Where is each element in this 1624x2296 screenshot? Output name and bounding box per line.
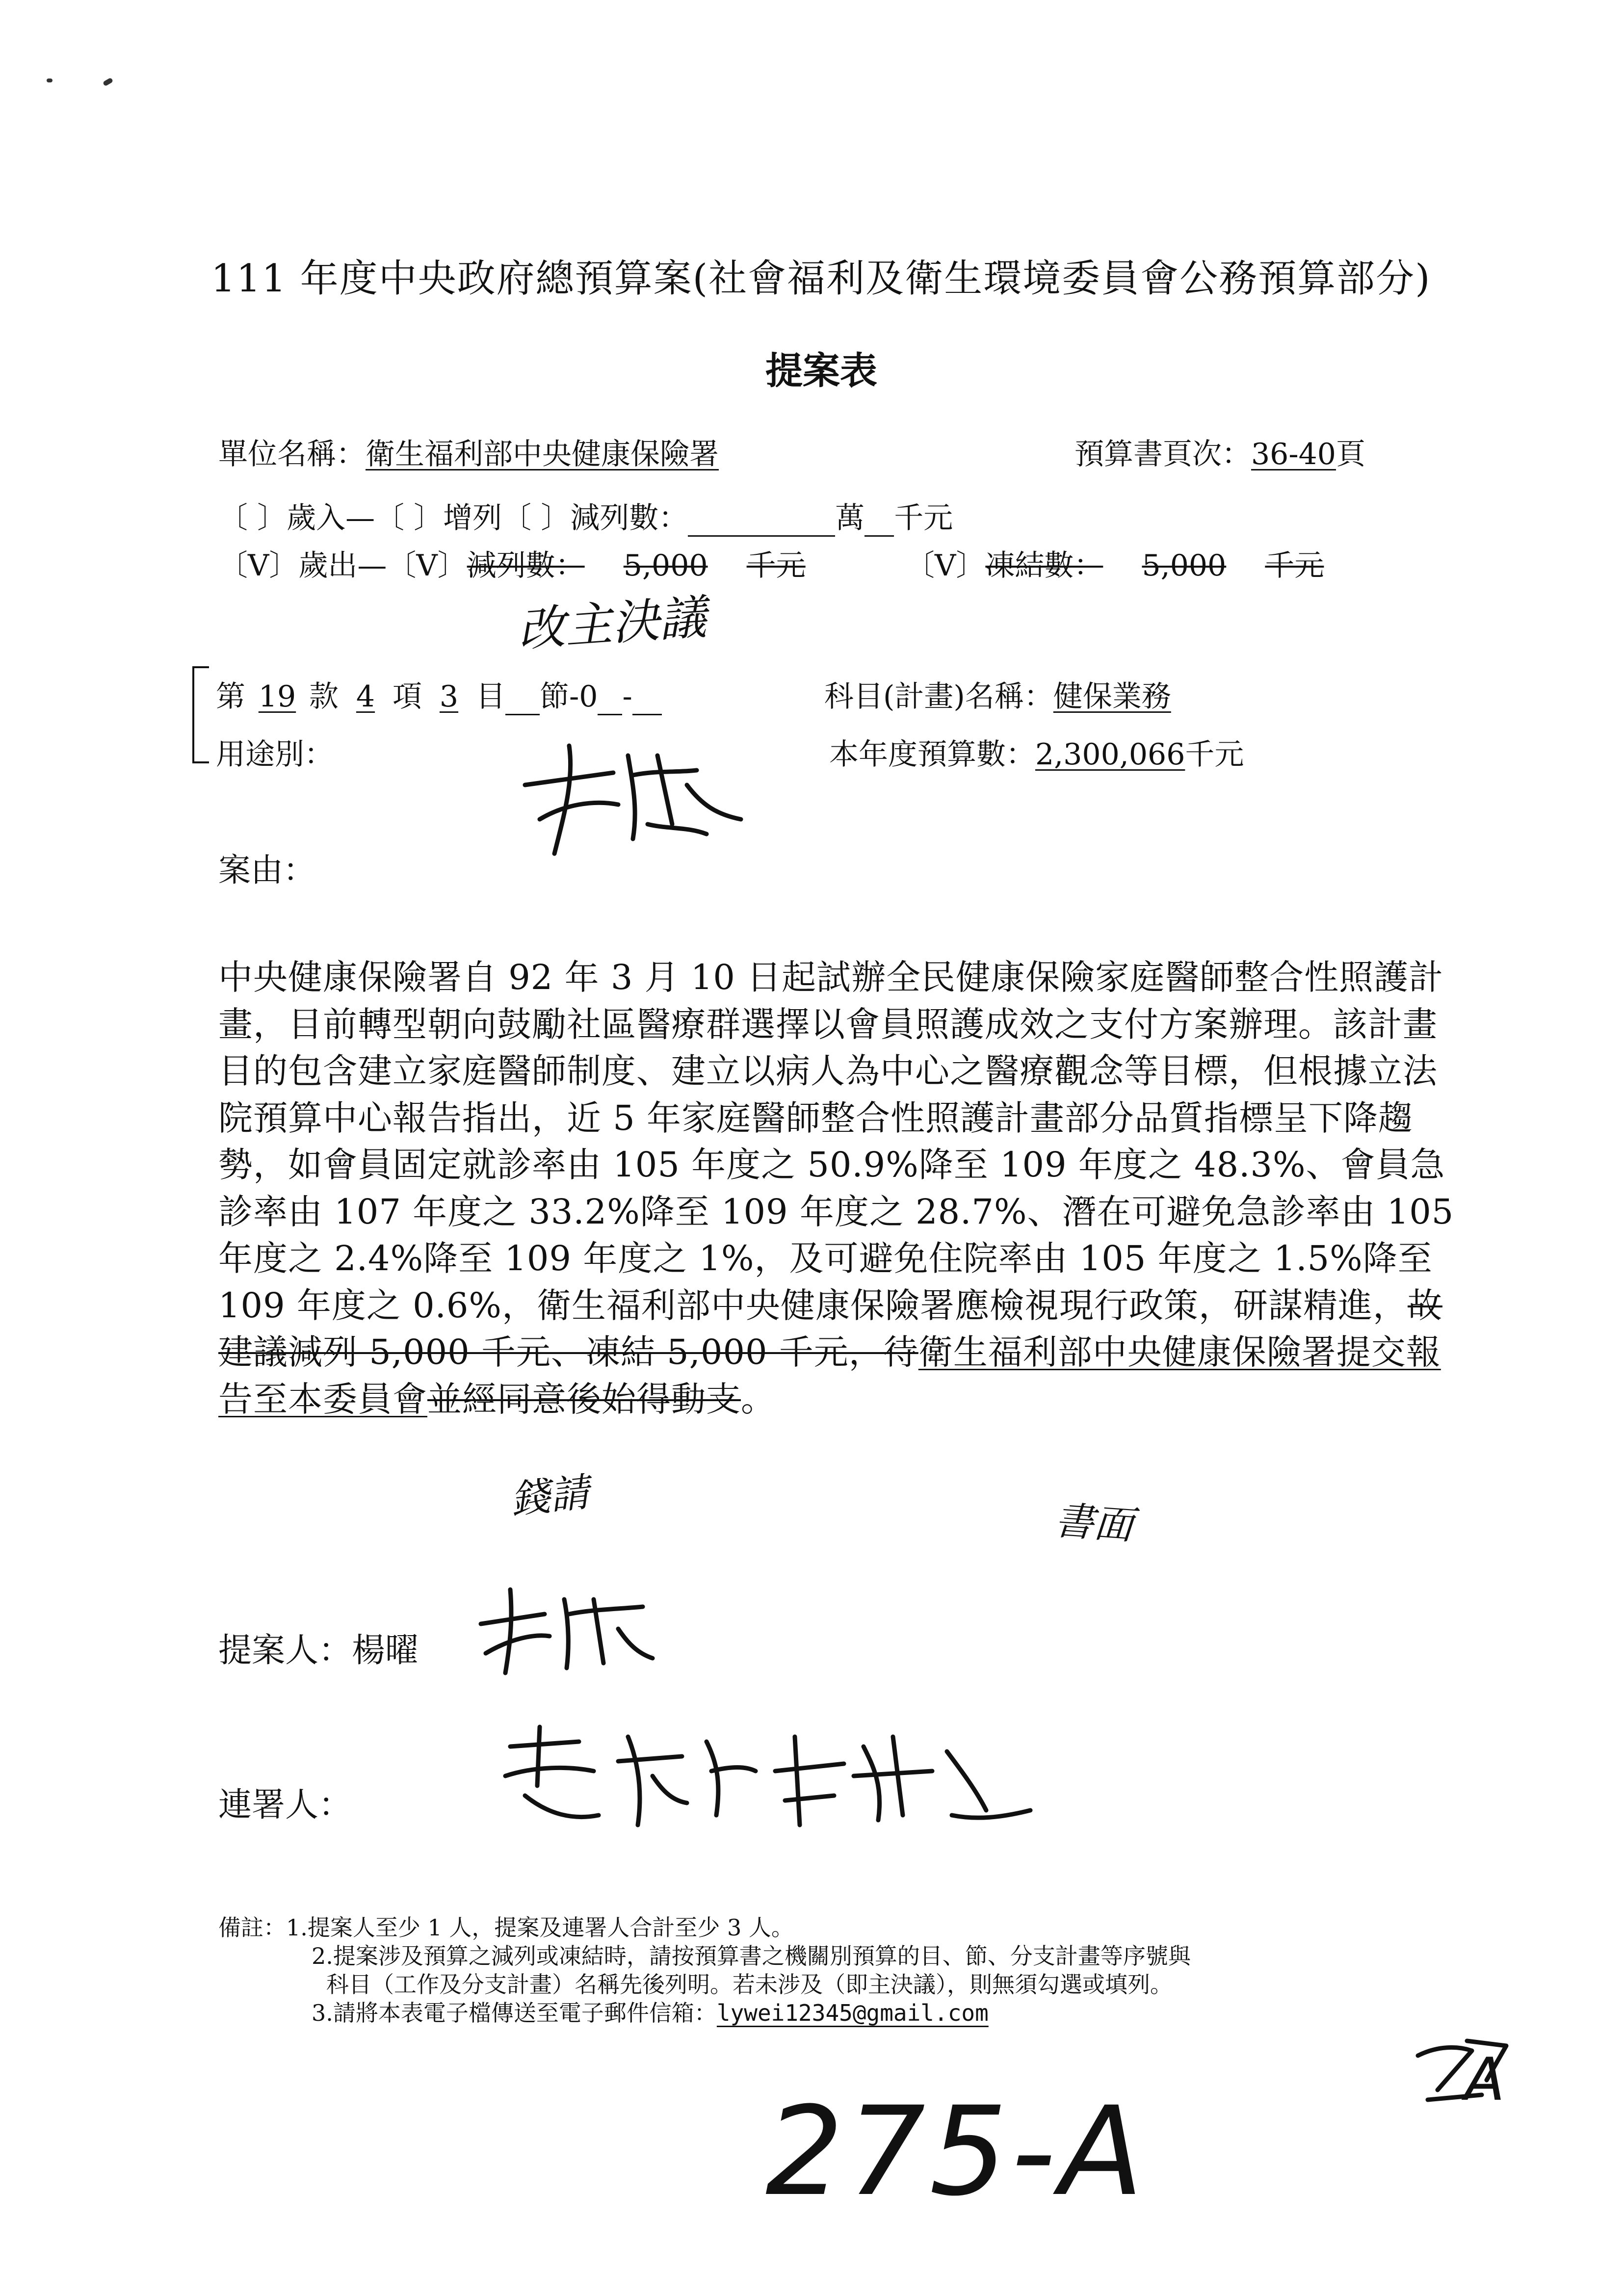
document-title: 111 年度中央政府總預算案(社會福利及衛生環境委員會公務預算部分) (211, 257, 1431, 301)
note-row-4 (218, 1999, 1191, 2027)
budget-unit: 千元 (1185, 737, 1244, 772)
document-subtitle: 提案表 (765, 349, 877, 392)
kuan-value: 19 (258, 679, 296, 714)
page-ref-label: 預算書頁次： (1074, 437, 1251, 471)
expense-line (218, 542, 806, 584)
reason-struck-text-1: 故建議減列 5,000 千元、凍結 5,000 千元，待 (218, 1285, 1442, 1372)
budget-line (829, 731, 1244, 773)
scan-speck-1 (47, 78, 52, 82)
revenue-amount-blank (688, 507, 835, 537)
subject-label: 科目(計畫)名稱： (824, 679, 1053, 714)
mu-value: 3 (439, 679, 459, 714)
jie-blank (505, 685, 540, 715)
xiang-label: 項 (393, 679, 422, 714)
kuan-prefix: 第 (216, 679, 245, 714)
item-dash: - (622, 679, 632, 714)
proposer-label: 提案人： (218, 1631, 352, 1670)
expense-cut-label: 減列數： (467, 548, 585, 583)
note-item-3: 科目（工作及分支計畫）名稱先後列明。若未涉及（即主決議），則無須勾選或填列。 (326, 1971, 1173, 1998)
item-bracket (192, 666, 209, 763)
corner-mark: A (1465, 2046, 1505, 2114)
reason-label: 案由： (218, 851, 315, 889)
unit-line (218, 431, 719, 473)
expense-cut-unit: 千元 (746, 548, 806, 583)
note-item-2: 2.提案涉及預算之減列或凍結時，請按預算書之機關別預算的目、節、分支計畫等序號與 (312, 1943, 1191, 1969)
page-ref-value: 36-40 (1251, 437, 1336, 471)
jie-label: 節-0 (540, 679, 598, 714)
freeze-line (905, 542, 1324, 584)
reason-end: 。 (741, 1379, 776, 1419)
freeze-label: 凍結數： (985, 548, 1103, 583)
revenue-qian: 千元 (894, 501, 953, 535)
revenue-text: 〔 〕歲入—〔 〕增列〔 〕減列數： (218, 501, 688, 535)
expense-cut-value: 5,000 (623, 548, 708, 583)
notes-section (218, 1913, 1191, 2027)
kuan-label: 款 (309, 679, 339, 714)
handwritten-page-number: 275-A (765, 2080, 1148, 2223)
reason-struck-text-2: 並經同意後始得動支 (427, 1379, 741, 1419)
unit-value: 衛生福利部中央健康保險署 (366, 437, 719, 471)
item-line (216, 673, 662, 715)
revenue-line (218, 495, 953, 537)
jie-blank-2 (598, 685, 622, 715)
note-item-4: 3.請將本表電子檔傳送至電子郵件信箱： (312, 2000, 717, 2026)
handwritten-body-note-2: 書面 (1053, 1497, 1135, 1549)
freeze-unit: 千元 (1265, 548, 1324, 583)
handwritten-signature-1 (510, 726, 756, 873)
proposer-name: 楊曜 (352, 1631, 419, 1670)
notes-label: 備註： (218, 1914, 286, 1941)
note-row-3 (218, 1970, 1191, 1999)
budget-value: 2,300,066 (1035, 737, 1185, 772)
handwritten-body-note-1: 錢請 (508, 1469, 592, 1523)
reason-body (218, 954, 1455, 1423)
note-email: lywei12345@gmail.com (716, 2000, 989, 2026)
jie-blank-3 (632, 685, 662, 715)
page-ref-line (1074, 431, 1365, 473)
note-row-2 (218, 1942, 1191, 1970)
freeze-box: 〔V〕 (905, 548, 986, 583)
page-ref-suffix: 頁 (1336, 437, 1365, 471)
usage-label: 用途別： (216, 737, 334, 772)
note-item-1: 1.提案人至少 1 人，提案及連署人合計至少 3 人。 (286, 1914, 794, 1941)
xiang-value: 4 (356, 679, 375, 714)
proposer-signature (471, 1580, 657, 1678)
unit-label: 單位名稱： (218, 437, 366, 471)
subject-line (824, 673, 1171, 715)
expense-prefix: 〔V〕歲出—〔V〕 (218, 548, 467, 583)
subject-value: 健保業務 (1053, 679, 1171, 714)
revenue-wan: 萬 (835, 501, 865, 535)
freeze-value: 5,000 (1142, 548, 1227, 583)
note-row-1 (218, 1913, 1191, 1942)
proposer-line (218, 1624, 419, 1671)
cosigner-signatures (491, 1717, 1040, 1835)
handwritten-decision-note: 改主決議 (516, 589, 708, 658)
scan-speck-2 (103, 78, 113, 87)
reason-main-text: 中央健康保險署自 92 年 3 月 10 日起試辦全民健康保險家庭醫師整合性照護計畫，目前轉型朝向鼓勵社區醫療群選擇以會員照護成效之支付方案辦理。該計畫目的包含建立家庭醫師制度、建立以病人為中心之醫療觀念等目標，但根據立法院預算中心報告指出，近 5 年家庭醫師整合性照護計畫部分品質指標呈下降趨勢，如會員固定就診率由 105 年度之 50.9%降至 109 年度之 48.3%、會員急診率由 107 年度之 33.2%降至 109 年度之 28.7%、潛在可避免急診率由 105 年度之 2.4%降至 109 年度之 1%，及可避免住院率由 105 年度之 1.5%降至 109 年度之 0.6%，衛生福利部中央健康保險署應檢視現行政策，研謀精進， (218, 957, 1454, 1326)
reason-kept-text: 衛生福利部中央健康保險署提交報告至本委員會 (218, 1332, 1441, 1419)
budget-label: 本年度預算數： (829, 737, 1035, 772)
revenue-qian-blank (864, 507, 894, 537)
cosigner-label: 連署人： (218, 1786, 352, 1825)
mu-label: 目 (476, 679, 505, 714)
